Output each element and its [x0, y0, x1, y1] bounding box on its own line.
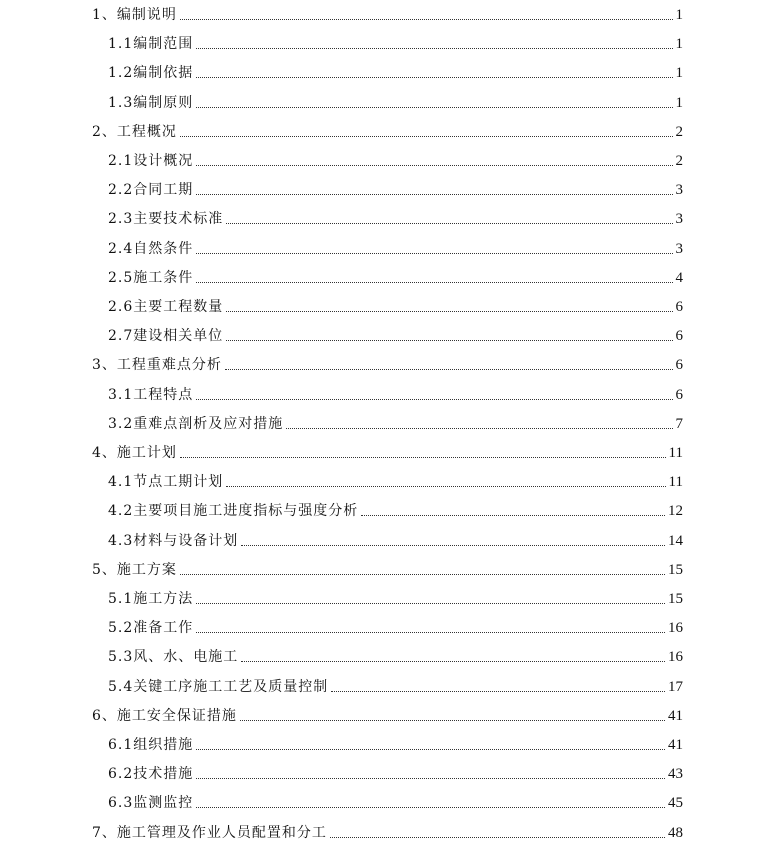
toc-entry-page-number: 16: [668, 649, 683, 666]
toc-entry-title: 编制原则: [133, 94, 194, 111]
toc-entry-number: 5.1: [108, 591, 134, 607]
toc-entry-number: 2.3: [108, 211, 134, 228]
dot-leader: [196, 281, 672, 283]
toc-entry-title: 编制说明: [116, 7, 177, 23]
toc-entry-title: 编制范围: [133, 36, 194, 53]
toc-entry-number: 5.4: [108, 678, 134, 695]
toc-entry-page-number: 11: [668, 474, 683, 491]
toc-entry-number: 6.3: [108, 795, 134, 812]
toc-entry-page-number: 1: [675, 7, 683, 23]
dot-leader: [180, 18, 673, 20]
dot-leader: [196, 47, 672, 49]
toc-entry-page-number: 3: [675, 182, 683, 199]
dot-leader: [226, 339, 672, 341]
dot-leader: [196, 602, 665, 604]
toc-entry-number: 4.2: [108, 503, 134, 520]
dot-leader: [180, 456, 666, 458]
toc-chapter-entry[interactable]: [92, 352, 683, 374]
toc-entry-page-number: 4: [675, 269, 683, 286]
toc-entry-title: 设计概况: [133, 153, 194, 169]
toc-chapter-entry[interactable]: [92, 440, 683, 462]
toc-section-entry[interactable]: [108, 615, 683, 637]
dot-leader: [361, 514, 665, 516]
toc-entry-title: 主要技术标准: [133, 211, 224, 228]
dot-leader: [226, 485, 665, 487]
dot-leader: [180, 573, 665, 575]
toc-entry-number: 1.1: [108, 36, 134, 53]
toc-entry-title: 节点工期计划: [133, 474, 224, 491]
toc-entry-page-number: 1: [675, 36, 683, 53]
toc-entry-page-number: 12: [668, 503, 683, 520]
toc-entry-title: 施工管理及作业人员配置和分工: [116, 824, 327, 841]
toc-entry-page-number: 48: [668, 824, 683, 841]
toc-entry-number: 5.2: [108, 620, 134, 637]
toc-chapter-entry[interactable]: [92, 119, 683, 141]
toc-entry-number: 5、: [92, 561, 117, 578]
toc-chapter-entry[interactable]: [92, 2, 683, 24]
toc-entry-number: 5.3: [108, 649, 134, 666]
toc-section-entry[interactable]: [108, 382, 683, 404]
toc-entry-number: 2.7: [108, 328, 134, 345]
toc-entry-title: 施工安全保证措施: [116, 707, 237, 724]
toc-entry-title: 编制依据: [133, 65, 194, 82]
toc-entry-title: 建设相关单位: [133, 328, 224, 345]
toc-entry-page-number: 2: [675, 153, 683, 169]
toc-entry-title: 技术措施: [133, 766, 194, 783]
toc-entry-page-number: 1: [675, 65, 683, 82]
dot-leader: [196, 631, 665, 633]
toc-entry-page-number: 3: [675, 240, 683, 257]
toc-section-entry[interactable]: [108, 528, 683, 550]
dot-leader: [196, 777, 665, 779]
toc-chapter-entry[interactable]: [92, 820, 683, 842]
toc-section-entry[interactable]: [108, 586, 683, 608]
toc-entry-title: 关键工序施工工艺及质量控制: [133, 678, 329, 695]
dot-leader: [226, 222, 672, 224]
dot-leader: [241, 660, 665, 662]
dot-leader: [196, 76, 672, 78]
toc-section-entry[interactable]: [108, 498, 683, 520]
toc-entry-page-number: 6: [675, 328, 683, 345]
toc-section-entry[interactable]: [108, 177, 683, 199]
dot-leader: [240, 719, 665, 721]
toc-section-entry[interactable]: [108, 323, 683, 345]
toc-section-entry[interactable]: [108, 644, 683, 666]
toc-chapter-entry[interactable]: [92, 557, 683, 579]
toc-section-entry[interactable]: [108, 31, 683, 53]
toc-entry-page-number: 3: [675, 211, 683, 228]
dot-leader: [196, 748, 665, 750]
toc-entry-title: 施工条件: [133, 269, 194, 286]
toc-entry-title: 风、水、电施工: [133, 649, 239, 666]
dot-leader: [196, 398, 672, 400]
dot-leader: [196, 193, 672, 195]
toc-section-entry[interactable]: [108, 411, 683, 433]
toc-section-entry[interactable]: [108, 148, 683, 170]
toc-entry-title: 准备工作: [133, 620, 194, 637]
dot-leader: [331, 690, 665, 692]
dot-leader: [196, 106, 672, 108]
toc-section-entry[interactable]: [108, 90, 683, 112]
toc-entry-title: 自然条件: [133, 240, 194, 257]
toc-entry-number: 2.1: [108, 153, 134, 169]
toc-entry-title: 重难点剖析及应对措施: [133, 415, 284, 432]
toc-entry-title: 主要项目施工进度指标与强度分析: [133, 503, 359, 520]
toc-section-entry[interactable]: [108, 206, 683, 228]
toc-entry-page-number: 43: [668, 766, 683, 783]
dot-leader: [225, 368, 673, 370]
toc-entry-number: 7、: [92, 824, 117, 841]
toc-section-entry[interactable]: [108, 236, 683, 258]
toc-entry-number: 4.3: [108, 532, 134, 549]
toc-entry-number: 2.6: [108, 299, 134, 315]
toc-entry-page-number: 15: [668, 591, 683, 607]
toc-section-entry[interactable]: [108, 732, 683, 754]
toc-entry-number: 4、: [92, 445, 117, 461]
dot-leader: [196, 164, 672, 166]
toc-entry-page-number: 15: [668, 561, 683, 578]
toc-entry-number: 6、: [92, 707, 117, 724]
toc-chapter-entry[interactable]: [92, 703, 683, 725]
toc-entry-page-number: 41: [668, 737, 683, 753]
toc-entry-title: 施工方法: [133, 591, 194, 607]
toc-entry-page-number: 6: [675, 386, 683, 403]
toc-entry-page-number: 17: [668, 678, 683, 695]
toc-entry-page-number: 14: [668, 532, 683, 549]
toc-section-entry[interactable]: [108, 790, 683, 812]
toc-entry-title: 施工方案: [116, 561, 177, 578]
toc-entry-number: 6.2: [108, 766, 134, 783]
toc-entry-title: 施工计划: [116, 445, 177, 461]
toc-entry-number: 1、: [92, 7, 117, 23]
dot-leader: [241, 544, 665, 546]
toc-entry-number: 2.2: [108, 182, 134, 199]
toc-entry-number: 4.1: [108, 474, 134, 491]
toc-entry-number: 1.3: [108, 94, 134, 111]
toc-entry-number: 2.4: [108, 240, 134, 257]
toc-entry-page-number: 6: [675, 299, 683, 315]
toc-entry-number: 3、: [92, 357, 117, 374]
dot-leader: [286, 427, 672, 429]
toc-entry-number: 2.5: [108, 269, 134, 286]
toc-section-entry[interactable]: [108, 294, 683, 316]
toc-entry-number: 1.2: [108, 65, 134, 82]
toc-entry-title: 材料与设备计划: [133, 532, 239, 549]
toc-entry-page-number: 11: [668, 445, 683, 461]
toc-entry-page-number: 2: [675, 123, 683, 140]
toc-entry-page-number: 45: [668, 795, 683, 812]
dot-leader: [330, 836, 665, 838]
toc-entry-number: 6.1: [108, 737, 134, 753]
dot-leader: [226, 310, 672, 312]
toc-entry-title: 工程特点: [133, 386, 194, 403]
toc-section-entry[interactable]: [108, 674, 683, 696]
toc-entry-title: 工程重难点分析: [116, 357, 222, 374]
toc-section-entry[interactable]: [108, 469, 683, 491]
toc-entry-title: 主要工程数量: [133, 299, 224, 315]
toc-entry-title: 合同工期: [133, 182, 194, 199]
toc-section-entry[interactable]: [108, 60, 683, 82]
toc-entry-title: 组织措施: [133, 737, 194, 753]
dot-leader: [180, 135, 673, 137]
toc-section-entry[interactable]: [108, 265, 683, 287]
toc-entry-page-number: 6: [675, 357, 683, 374]
toc-entry-number: 3.1: [108, 386, 134, 403]
toc-entry-page-number: 16: [668, 620, 683, 637]
dot-leader: [196, 252, 672, 254]
toc-entry-title: 工程概况: [116, 123, 177, 140]
toc-entry-number: 3.2: [108, 415, 134, 432]
toc-entry-page-number: 1: [675, 94, 683, 111]
toc-entry-number: 2、: [92, 123, 117, 140]
dot-leader: [196, 806, 665, 808]
toc-entry-page-number: 7: [675, 415, 683, 432]
toc-entry-page-number: 41: [668, 707, 683, 724]
toc-section-entry[interactable]: [108, 761, 683, 783]
toc-entry-title: 监测监控: [133, 795, 194, 812]
